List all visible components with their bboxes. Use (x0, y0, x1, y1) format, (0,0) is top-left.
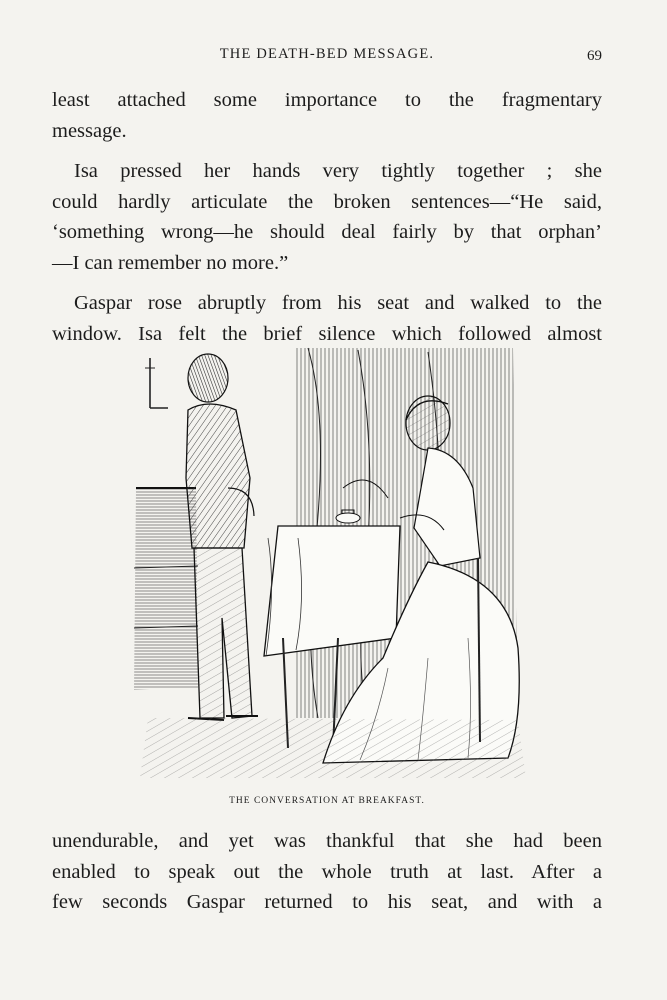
text-line: least attached some importance to the fragmentary (52, 89, 602, 111)
window-frame (145, 358, 168, 408)
text-line: could hardly articulate the broken sentences—“He said, (52, 190, 602, 213)
illustration-caption: THE CONVERSATION AT BREAKFAST. (229, 796, 425, 806)
floor (140, 718, 526, 778)
body-text-top (52, 85, 602, 349)
engraving-illustration (128, 338, 528, 783)
text-line: ‘something wrong—he should deal fairly by that orphan’ (52, 221, 602, 243)
text-line: Gaspar rose abruptly from his seat and walked to the (74, 292, 602, 314)
window-sill (134, 488, 198, 690)
text-line: —I can remember no more.” (52, 251, 289, 274)
text-line: few seconds Gaspar returned to his seat, and with a (52, 891, 602, 913)
text-line: enabled to speak out the whole truth at last. After a (52, 860, 602, 883)
body-text-bottom (52, 826, 602, 918)
running-head (52, 46, 602, 68)
text-line: window. Isa felt the brief silence which followed almost (52, 322, 602, 345)
text-line: Isa pressed her hands very tightly together ; she (74, 160, 602, 182)
text-line: message. (52, 119, 127, 142)
text-line: unendurable, and yet was thankful that she had been (52, 830, 602, 852)
running-title: THE DEATH-BED MESSAGE. (219, 46, 435, 62)
page-number: 69 (587, 48, 602, 64)
